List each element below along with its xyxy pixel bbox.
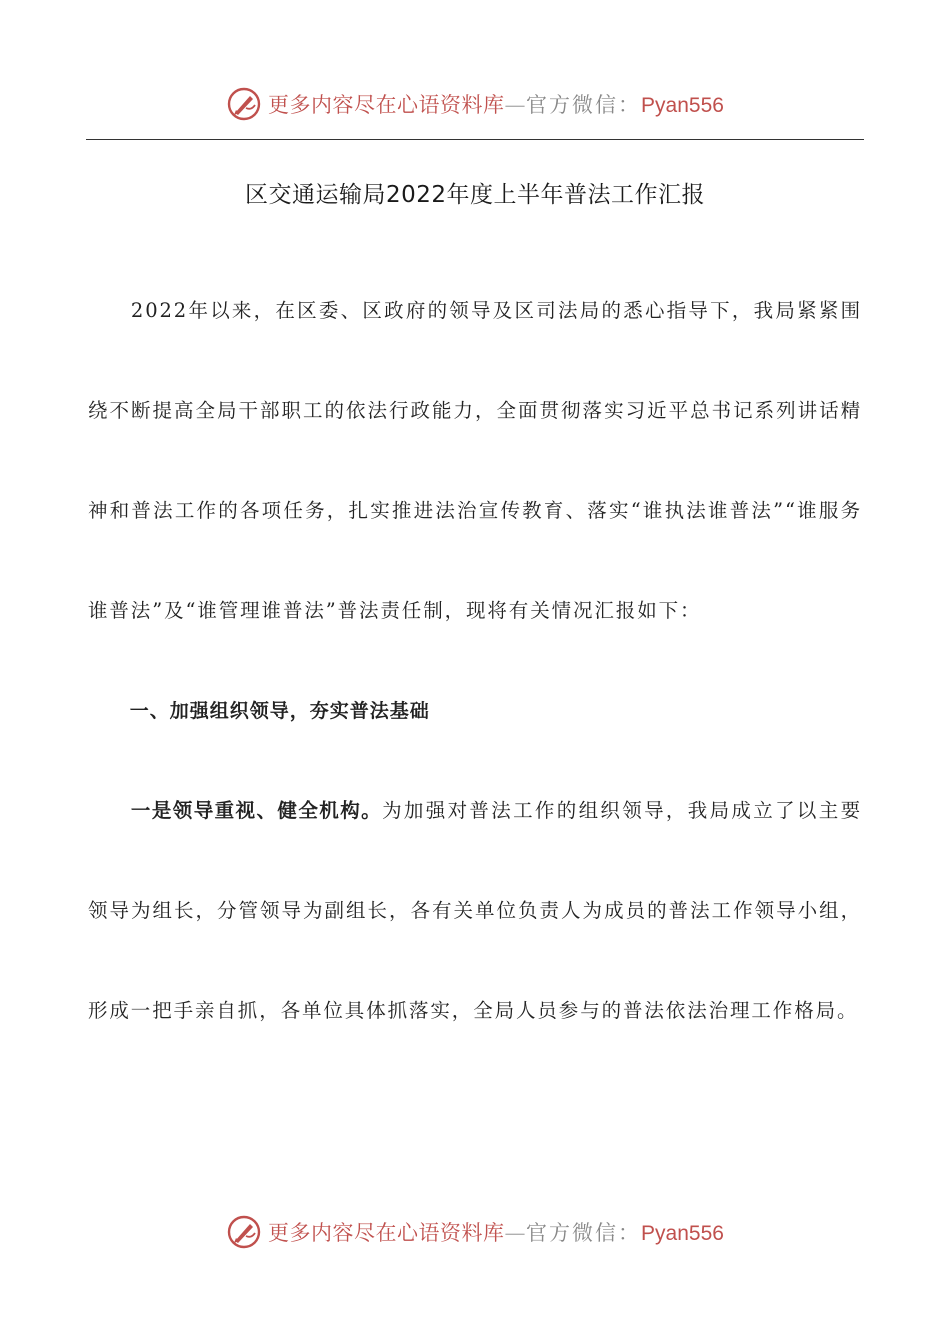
pen-seal-logo-icon (226, 86, 262, 122)
banner-wechat-handle: Pyan556 (641, 94, 724, 117)
banner-wechat-handle: Pyan556 (641, 1222, 724, 1245)
banner-official-label: 官方微信： (526, 1221, 642, 1245)
banner-main-text: 更多内容尽在心语资料库 (268, 1221, 505, 1245)
section-heading-1: 一、加强组织领导，夯实普法基础 (129, 700, 430, 722)
item-paragraph-1 (88, 761, 862, 1061)
banner-separator: — (504, 1221, 527, 1245)
item-lead-1: 一是领导重视、健全机构。 (130, 799, 383, 822)
header-rule (86, 139, 864, 140)
footer-banner (0, 1212, 950, 1252)
document-body (88, 261, 862, 1061)
pen-seal-logo-icon (226, 1214, 262, 1250)
banner-separator: — (504, 93, 527, 117)
footer-banner-text (268, 1217, 724, 1247)
document-title: 区交通运输局2022年度上半年普法工作汇报 (244, 182, 706, 208)
header-banner (0, 84, 950, 124)
banner-main-text: 更多内容尽在心语资料库 (268, 93, 505, 117)
banner-official-label: 官方微信： (526, 93, 642, 117)
header-banner-text (268, 89, 724, 119)
intro-paragraph: 2022年以来，在区委、区政府的领导及区司法局的悉心指导下，我局紧紧围绕不断提高全局干部职工的依法行政能力，全面贯彻落实习近平总书记系列讲话精神和普法工作的各项任务，扎实推进法治宣传教育、落实“谁执法谁普法”“谁服务谁普法”及“谁管理谁普法”普法责任制，现将有关情况汇报如下： (88, 299, 862, 622)
item-body-1: 为加强对普法工作的组织领导，我局成立了以主要领导为组长，分管领导为副组长，各有关单位负责人为成员的普法工作领导小组，形成一把手亲自抓，各单位具体抓落实，全局人员参与的普法依法治理工作格局。 (88, 799, 862, 1022)
